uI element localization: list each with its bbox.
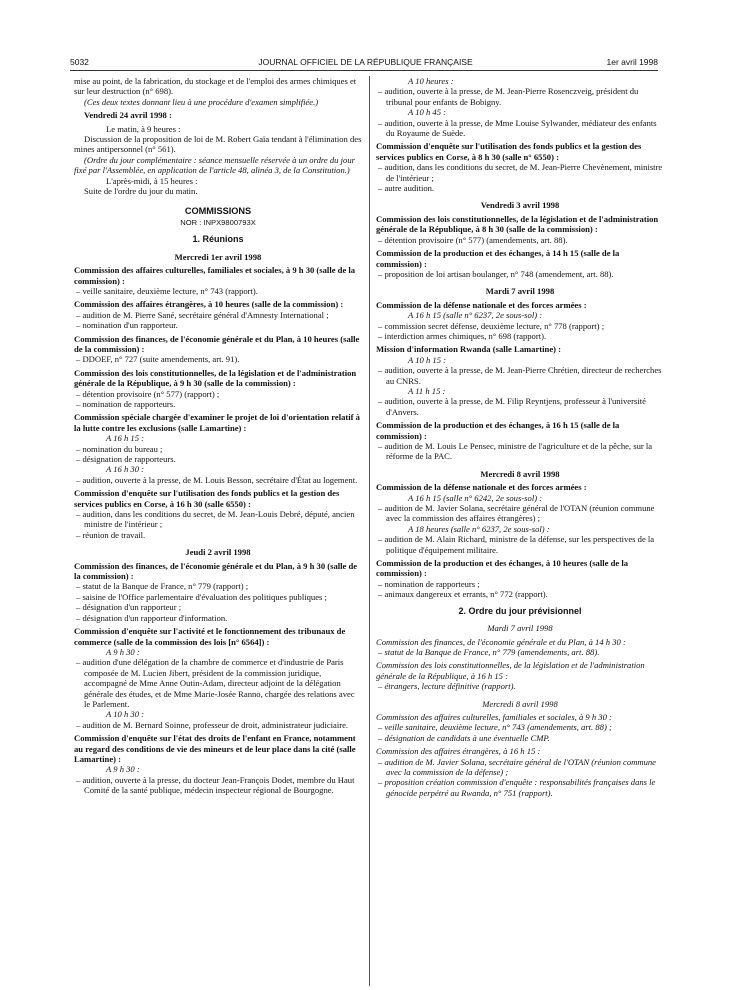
note: (Ordre du jour complémentaire : séance mensuelle réservée à un ordre du jour fixé par l'Assemblée, en application de l'article 48, alinéa 3, de la Constitution.) <box>74 154 355 176</box>
right-column <box>376 76 664 798</box>
text-line: Suite de l'ordre du jour du matin. <box>84 186 198 197</box>
text-line: Discussion de la proposition de loi de M. Robert Gaïa tendant à l'élimination des mines antipersonnel (n° 561). <box>74 134 362 155</box>
header-rule <box>70 70 658 71</box>
list-item: – audition, ouverte à la presse, de M. Filip Reyntjens, professeur à l'université d'Anvers. <box>378 396 646 417</box>
time-line: A 10 h 45 : <box>408 107 447 118</box>
date-heading: Mardi 7 avril 1998 <box>485 286 555 297</box>
commission-heading: Commission des affaires étrangères, à 16 h 15 : <box>376 746 541 757</box>
date-heading: Mercredi 1er avril 1998 <box>174 251 262 262</box>
commission-heading: Commission des finances, de l'économie générale et du Plan, à 14 h 30 : <box>376 636 626 647</box>
commission-heading: Commission des finances, de l'économie générale et du Plan, à 9 h 30 (salle de la commission) : <box>74 560 358 582</box>
list-item: – DDOEF, n° 727 (suite amendements, art. 91). <box>76 354 240 365</box>
list-item: – nomination de rapporteurs ; <box>378 578 480 589</box>
commission-heading: Commission des finances, de l'économie générale et du Plan, à 10 heures (salle de la commission) : <box>74 333 360 354</box>
time-line: Le matin, à 9 heures : <box>106 123 181 134</box>
commission-heading: Commission de la production et des échanges, à 10 heures (salle de la commission) : <box>376 558 629 579</box>
list-item: – détention provisoire (n° 577) (rapport) ; <box>76 388 220 399</box>
list-item: – désignation de rapporteurs. <box>76 454 176 464</box>
list-item: – nomination du bureau ; <box>76 443 163 454</box>
page-header <box>0 0 731 70</box>
list-item: – animaux dangereux et errants, n° 772 (rapport). <box>378 589 548 600</box>
column-divider <box>369 76 370 986</box>
list-item: – audition, dans les conditions du secret, de M. Jean-Louis Debré, député, ancien ministre de l'intérieur ; <box>76 509 355 530</box>
time-line: L'après-midi, à 15 heures : <box>106 175 198 186</box>
list-item: – interdiction armes chimiques, n° 698 (rapport). <box>378 330 547 341</box>
list-item: – audition, ouverte à la presse, du docteur Jean-François Dodet, membre du Haut Comité de la santé publique, médecin inspecteur régional de Bourgogne. <box>76 774 355 796</box>
time-line: A 9 h 30 : <box>106 764 140 775</box>
commission-heading: Commission d'enquête sur l'état des droits de l'enfant en France, notamment au regard des conditions de vie des mineurs et de leur place dans la cité (salle Lamartine) : <box>74 733 356 764</box>
time-line: A 11 h 15 : <box>408 385 446 396</box>
time-line: A 16 h 15 (salle n° 6237, 2e sous-sol) : <box>408 310 543 321</box>
commission-heading: Commission d'enquête sur l'utilisation des fonds publics et la gestion des services publics en Corse, à 8 h 30 (salle n° 6550) : <box>376 141 642 162</box>
time-line: A 9 h 30 : <box>106 646 140 657</box>
list-item: – désignation d'un rapporteur ; <box>76 602 182 613</box>
page-number: 5032 <box>70 57 89 67</box>
list-item: – proposition création commission d'enquête : responsabilités françaises dans le génocide perpétré au Rwanda, n° 751 (rapport). <box>378 777 656 798</box>
time-line: A 10 h 30 : <box>106 709 145 720</box>
commission-heading: Commission spéciale chargée d'examiner le projet de loi d'orientation relatif à la lutte contre les exclusions (salle Lamartine) : <box>74 412 360 433</box>
nor-reference: NOR : INPX9800793X <box>180 217 256 227</box>
date-heading: Jeudi 2 avril 1998 <box>185 547 251 558</box>
list-item: – commission secret défense, deuxième lecture, n° 778 (rapport) ; <box>378 320 605 331</box>
time-line: A 16 h 15 (salle n° 6242, 2e sous-sol) : <box>408 492 543 503</box>
commission-heading: Commission des lois constitutionnelles, de la législation et de l'administration générale de la République, à 9 h 30 (salle de la commission) : <box>74 367 357 389</box>
commission-heading: Commission d'enquête sur l'activité et le fonctionnement des tribunaux de commerce (salle de la commission des lois [n° 6564]) : <box>74 626 346 647</box>
commission-heading: Commission de la production et des échanges, à 14 h 15 (salle de la commission) : <box>376 248 620 269</box>
date-heading: Mardi 7 avril 1998 <box>487 623 553 634</box>
issue-date: 1er avril 1998 <box>606 57 658 67</box>
day-heading: Vendredi 24 avril 1998 : <box>84 110 172 121</box>
list-item: – audition de M. Alain Richard, ministre de la défense, sur les perspectives de la politique d'équipement militaire. <box>378 534 655 555</box>
list-item: – autre audition. <box>378 183 435 194</box>
commission-heading: Commission des lois constitutionnelles, de la législation et de l'administration générale de la République, à 16 h 15 : <box>376 660 645 681</box>
list-item: – désignation de candidats à une éventuelle CMP. <box>378 732 550 743</box>
list-item: – proposition de loi artisan boulanger, n° 748 (amendement, art. 88). <box>378 268 614 279</box>
list-item: – audition, ouverte à la presse, de M. Louis Besson, secrétaire d'État au logement. <box>76 474 358 485</box>
date-heading: Vendredi 3 avril 1998 <box>480 200 560 211</box>
commission-heading: Commission des affaires étrangères, à 10 heures (salle de la commission) : <box>74 299 344 310</box>
commission-heading: Commission des lois constitutionnelles, de la législation et de l'administration générale de la République, à 8 h 30 (salle de la commission) : <box>376 213 659 235</box>
list-item: – veille sanitaire, deuxième lecture, n° 743 (amendements, art. 88) ; <box>378 722 612 733</box>
list-item: – audition de M. Javier Solana, secrétaire général de l'OTAN (réunion commune avec la commission de la défense) ; <box>378 756 656 777</box>
list-item: – nomination de rapporteurs. <box>76 398 176 409</box>
commission-heading: Commission d'enquête sur l'utilisation des fonds publics et la gestion des services publics en Corse, à 16 h 30 (salle 6550) : <box>74 488 340 509</box>
list-item: – statut de la Banque de France, n° 779 (rapport) ; <box>76 581 249 592</box>
subsection-title: 1. Réunions <box>192 234 244 245</box>
list-item: – saisine de l'Office parlementaire d'évaluation des politiques publiques ; <box>76 591 327 602</box>
list-item: – désignation d'un rapporteur d'information. <box>76 612 228 623</box>
time-line: A 10 heures : <box>408 76 454 86</box>
list-item: – étrangers, lecture définitive (rapport). <box>378 681 516 692</box>
commission-heading: Mission d'information Rwanda (salle Lamartine) : <box>376 344 562 355</box>
text-line: mise au point, de la fabrication, du stockage et de l'emploi des armes chimiques et sur leur destruction (n° 698). <box>74 76 357 97</box>
list-item: – audition, ouverte à la presse, de M. Jean-Pierre Chrétien, directeur de recherches au CNRS. <box>378 365 662 386</box>
subsection-title: 2. Ordre du jour prévisionnel <box>458 605 582 616</box>
section-title: COMMISSIONS <box>184 206 252 217</box>
list-item: – audition, dans les conditions du secret, de M. Jean-Pierre Chevènement, ministre de l'intérieur ; <box>378 162 663 183</box>
commission-heading: Commission de la défense nationale et des forces armées : <box>376 482 587 493</box>
list-item: – audition, ouverte à la presse, de M. Jean-Pierre Rosenczveig, président du tribunal pour enfants de Bobigny. <box>378 86 639 107</box>
list-item: – veille sanitaire, deuxième lecture, n° 743 (rapport). <box>76 285 258 296</box>
list-item: – audition, ouverte à la presse, de Mme Louise Sylwander, médiateur des enfants du Royaume de Suède. <box>378 117 657 139</box>
commission-heading: Commission de la production et des échanges, à 16 h 15 (salle de la commission) : <box>376 420 620 441</box>
date-heading: Mercredi 8 avril 1998 <box>482 698 558 709</box>
time-line: A 16 h 30 : <box>106 464 145 475</box>
list-item: – détention provisoire (n° 577) (amendements, art. 88). <box>378 234 568 245</box>
date-heading: Mercredi 8 avril 1998 <box>480 468 560 479</box>
list-item: – audition de M. Louis Le Pensec, ministre de l'agriculture et de la pêche, sur la réforme de la PAC. <box>378 441 653 462</box>
time-line: A 16 h 15 : <box>106 433 145 444</box>
commission-heading: Commission des affaires culturelles, familiales et sociales, à 9 h 30 : <box>376 711 612 722</box>
time-line: A 10 h 15 : <box>408 354 447 365</box>
note: (Ces deux textes donnant lieu à une procédure d'examen simplifiée.) <box>84 96 319 107</box>
list-item: – audition d'une délégation de la chambre de commerce et d'industrie de Paris composée de M. Lucien Jibert, président de la commission juridique, accompagné de Mme Anne Outin-Adam, directeur adjoint de la délégation générale des études, et de Mme Marie-Josée Ranno, chargée des relations avec le Parlement. <box>76 657 355 709</box>
time-line: A 18 heures (salle n° 6237, 2e sous-sol) : <box>408 523 550 534</box>
list-item: – audition de M. Javier Solana, secrétaire général de l'OTAN (réunion commune avec la commission des affaires étrangères) ; <box>378 503 655 524</box>
list-item: – nomination d'un rapporteur. <box>76 320 178 331</box>
list-item: – audition de M. Pierre Sané, secrétaire général d'Amnesty International ; <box>76 309 329 320</box>
journal-title: JOURNAL OFFICIEL DE LA RÉPUBLIQUE FRANÇAISE <box>258 57 473 67</box>
commission-heading: Commission de la défense nationale et des forces armées : <box>376 299 587 310</box>
list-item: – statut de la Banque de France, n° 779 (amendements, art. 88). <box>378 646 600 657</box>
list-item: – réunion de travail. <box>76 529 146 540</box>
left-column <box>74 76 362 796</box>
list-item: – audition de M. Bernard Soinne, professeur de droit, administrateur judiciaire. <box>76 719 349 730</box>
commission-heading: Commission des affaires culturelles, familiales et sociales, à 9 h 30 (salle de la commission) : <box>74 265 356 286</box>
